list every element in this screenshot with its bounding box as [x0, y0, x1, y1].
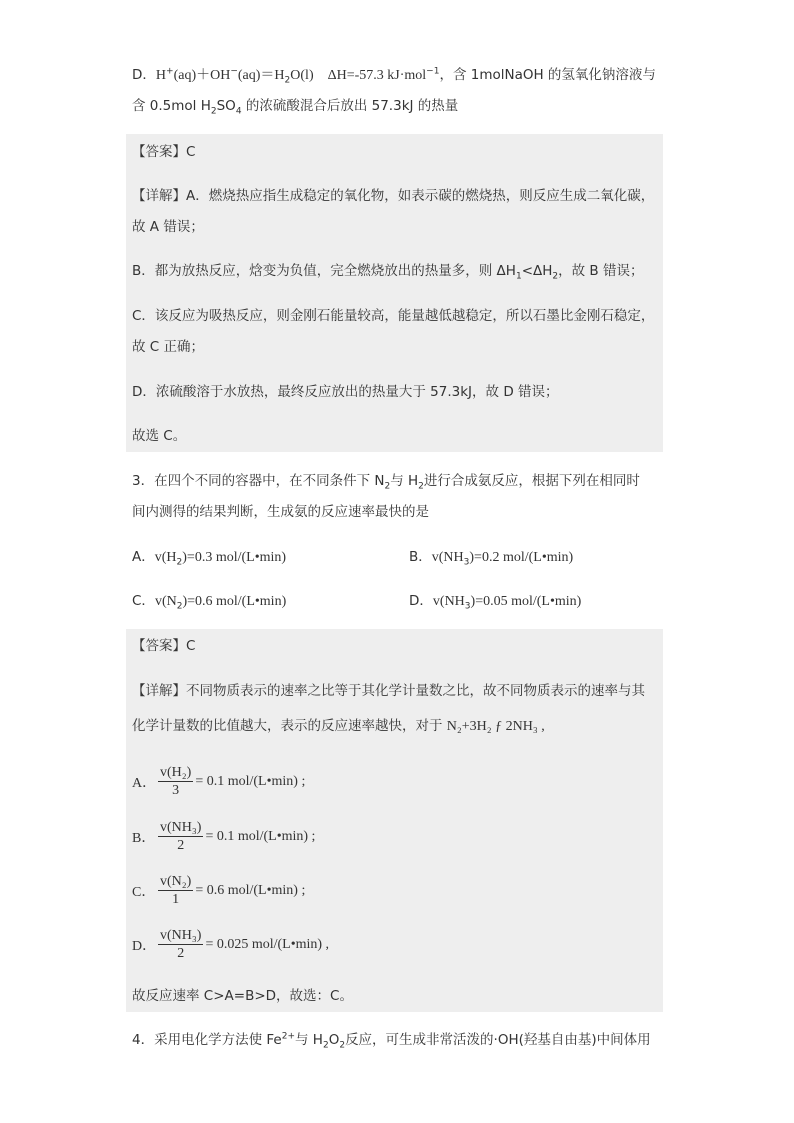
- detail-d: D．浓硫酸溶于水放热，最终反应放出的热量大于 57.3kJ，故 D 错误；: [132, 384, 559, 400]
- question-3-stem-line1: 3．在四个不同的容器中，在不同条件下 $N_2$与 $H_2$进行合成氨反应，根据下列在相同时: [132, 473, 640, 492]
- detail-c-line2: 故 C 正确；: [132, 339, 205, 355]
- answer-2-conclusion: 故反应速率 C>A=B>D，故选：C。: [132, 988, 353, 1004]
- calc-d: D． $\frac{\text{v(NH₃)}}{2}$ = 0.025 mol/(L•min) ,: [132, 928, 330, 961]
- answer-2-detail-line2: 化学计量数的比值越大，表示的反应速率越快，对于 N₂+3H₂ ƒ 2NH₃ ,: [132, 718, 545, 734]
- calc-c: C． $\frac{\text{v(N₂)}}{1}$ = 0.6 mol/(L•min) ;: [132, 874, 306, 907]
- detail-a-line1: 【详解】A．燃烧热应指生成稳定的氧化物，如表示碳的燃烧热，则反应生成二氧化碳，: [132, 188, 655, 204]
- question-3-stem-line2: 间内测得的结果判断，生成氨的反应速率最快的是: [132, 504, 429, 520]
- answer-2-detail-line1: 【详解】不同物质表示的速率之比等于其化学计量数之比，故不同物质表示的速率与其: [132, 683, 645, 699]
- answer-2-label: 【答案】C: [132, 638, 196, 654]
- reaction-equation: N₂+3H₂ ƒ 2NH₃ ,: [446, 719, 545, 734]
- question-3-option-d[interactable]: D．$v(NH_3)=0.05$ mol/(L•min): [409, 593, 582, 612]
- prev-option-d-line1: D．$H^+(aq)+OH^-(aq)=H_2O(l)$ ΔH=-57.3 kJ·mol$^{-1}$，含 1molNaOH 的氢氧化钠溶液与: [132, 66, 656, 86]
- answer-1-label: 【答案】C: [132, 144, 196, 160]
- calc-a: A． $\frac{\text{v(H₂)}}{3}$ = 0.1 mol/(L•min) ;: [132, 765, 306, 798]
- question-3-option-a[interactable]: A．$v(H_2)=0.3$ mol/(L•min): [132, 549, 287, 568]
- detail-b: B．都为放热反应，焓变为负值，完全燃烧放出的热量多，则 $\Delta H_1<\Delta H_2$，故 B 错误；: [132, 263, 644, 282]
- detail-c-line1: C．该反应为吸热反应，则金刚石能量较高，能量越低越稳定，所以石墨比金刚石稳定，: [132, 308, 655, 324]
- calc-b: B． $\frac{\text{v(NH₃)}}{2}$ = 0.1 mol/(L•min) ;: [132, 820, 316, 853]
- question-3-option-b[interactable]: B．$v(NH_3)=0.2$ mol/(L•min): [409, 549, 574, 568]
- answer-block-1: [126, 134, 663, 452]
- answer-1-conclusion: 故选 C。: [132, 428, 187, 444]
- prev-option-d-line2: 含 0.5mol $H_2SO_4$ 的浓硫酸混合后放出 57.3kJ 的热量: [132, 98, 459, 117]
- detail-a-line2: 故 A 错误；: [132, 219, 204, 235]
- question-4-stem: 4．采用电化学方法使 $Fe^{2+}$与 $H_2O_2$反应，可生成非常活泼的·OH(羟基自由基)中间体用: [132, 1031, 651, 1051]
- question-3-option-c[interactable]: C．$v(N_2)=0.6$ mol/(L•min): [132, 593, 287, 612]
